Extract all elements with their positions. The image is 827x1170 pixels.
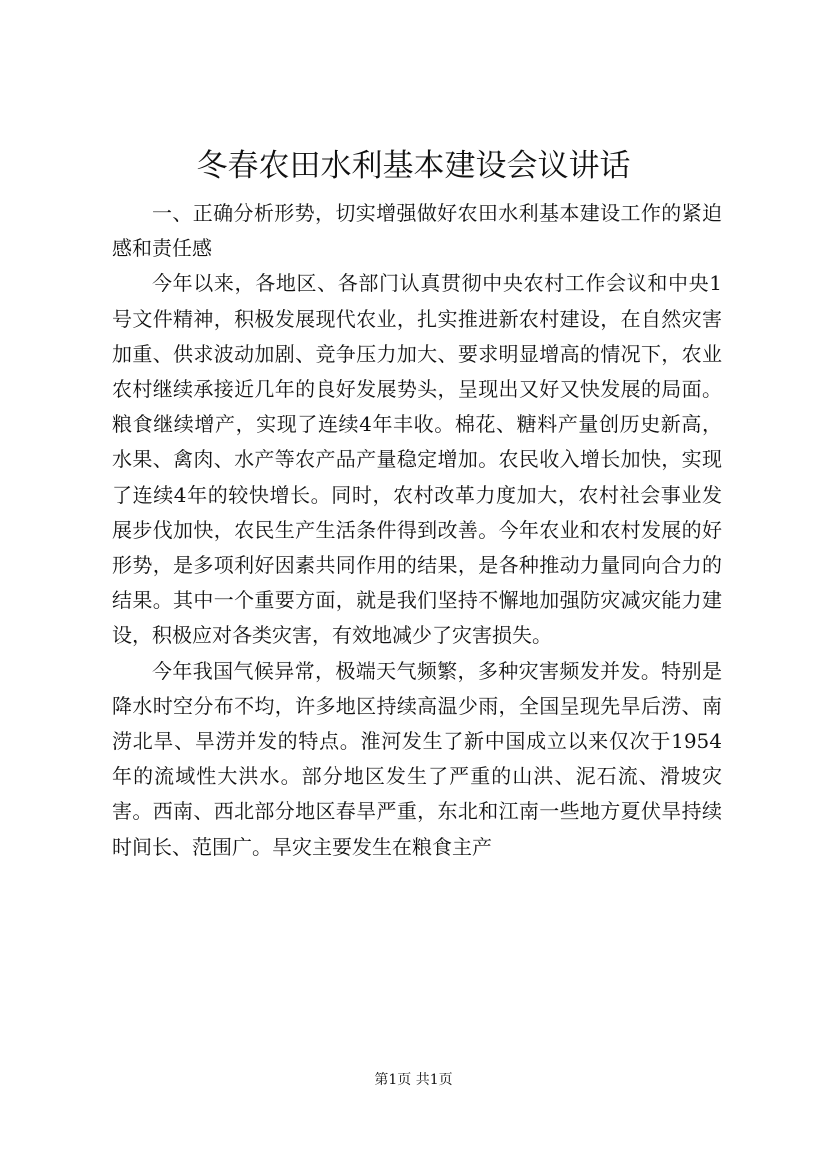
paragraph: 今年以来，各地区、各部门认真贯彻中央农村工作会议和中央1号文件精神，积极发展现代农业，扎实推进新农村建设，在自然灾害加重、供求波动加剧、竞争压力加大、要求明显增高的情况下，农业农村继续承接近几年的良好发展势头，呈现出又好又快发展的局面。粮食继续增产，实现了连续4年丰收。棉花、糖料产量创历史新高，水果、禽肉、水产等农产品产量稳定增加。农民收入增长加快，实现了连续4年的较快增长。同时，农村改革力度加大，农村社会事业发展步伐加快，农民生产生活条件得到改善。今年农业和农村发展的好形势，是多项利好因素共同作用的结果，是各种推动力量同向合力的结果。其中一个重要方面，就是我们坚持不懈地加强防灾减灾能力建设，积极应对各类灾害，有效地减少了灾害损失。 xyxy=(112,271,722,648)
document-title: 冬春农田水利基本建设会议讲话 xyxy=(196,148,631,184)
section-heading: 一、正确分析形势，切实增强做好农田水利基本建设工作的紧迫感和责任感 xyxy=(112,201,722,261)
page-footer: 第1页 共1页 xyxy=(374,1072,453,1088)
paragraph: 今年我国气候异常，极端天气频繁，多种灾害频发并发。特别是降水时空分布不均，许多地区持续高温少雨，全国呈现先旱后涝、南涝北旱、旱涝并发的特点。淮河发生了新中国成立以来仅次于1954年的流域性大洪水。部分地区发生了严重的山洪、泥石流、滑坡灾害。西南、西北部分地区春旱严重，东北和江南一些地方夏伏旱持续时间长、范围广。旱灾主要发生在粮食主产 xyxy=(112,658,722,859)
document-body xyxy=(112,196,722,865)
